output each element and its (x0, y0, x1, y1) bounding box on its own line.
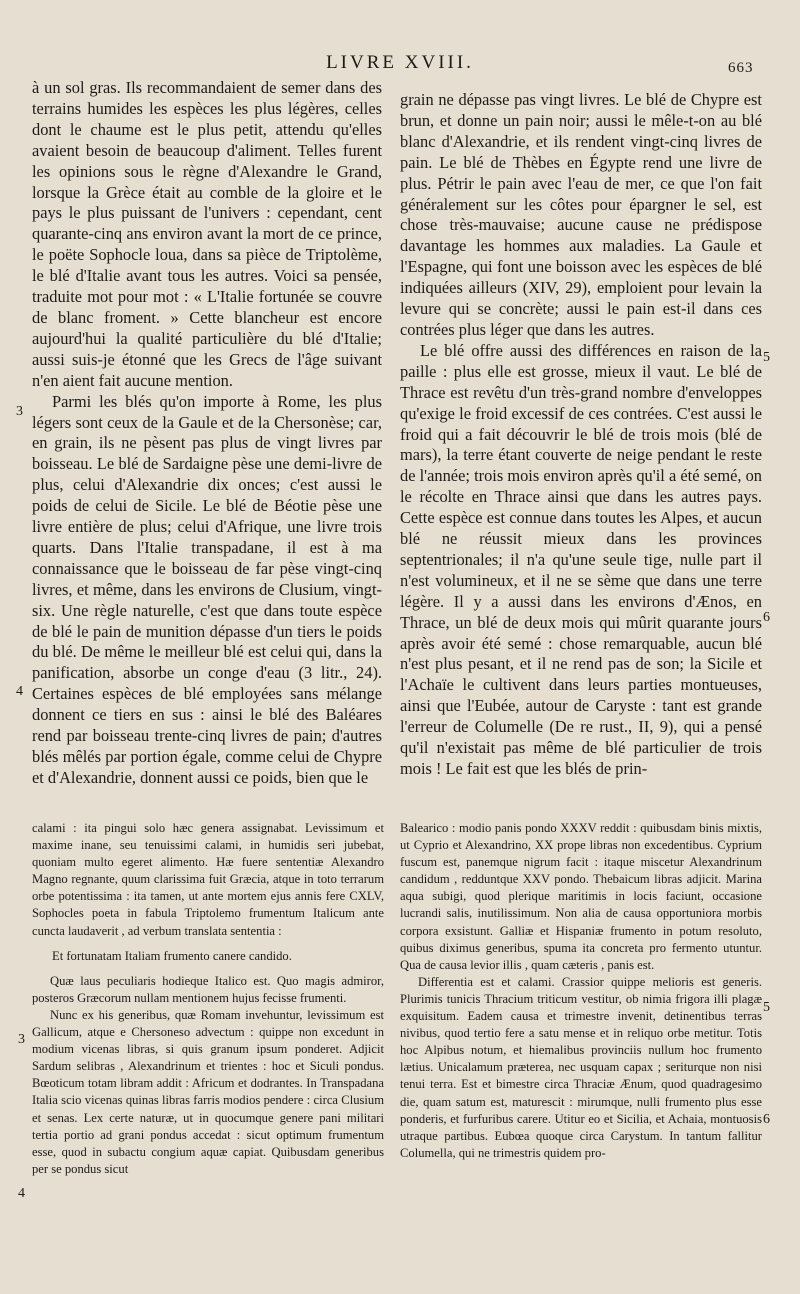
latin-paragraph: Quæ laus peculiaris hodieque Italico est. Quo magis admiror, posteros Græcorum nullam mentionem hujus fecisse frumenti. (32, 973, 384, 1005)
latin-paragraph: Differentia est et calami. Crassior quippe melioris est generis. Plurimis tunicis Thracium triticum vestitur, ob nimia frigora illi plagæ exquisitum. Eadem causa et trimestre invenit, detinentibus terras nivibus, quod tertio fere a satu mense et in reliquo orbe metitur. Totis hoc Alpibus notum, et hiemalibus provinciis nullum hoc frumento lætius. Unicalamum præterea, nec usquam capax ; seriturque non nisi tenui terra. Est et bimestre circa Thraciæ Ænum, quod quadragesimo die, quam satum est, maturescit : mirumque, nulli frumento plus esse ponderis, et furfuribus carere. Utitur eo et Sicilia, et Achaia, montuosis utraque partibus. Eubœa quoque circa Carystum. In tantum fallitur Columella, qui ne trimestris quidem pro- (400, 974, 762, 1160)
french-left-column (32, 78, 382, 789)
running-head: LIVRE XVIII. (326, 52, 474, 73)
latin-paragraph: Balearico : modio panis pondo XXXV reddit : quibusdam binis mixtis, ut Cyprio et Alexandrino, XX prope libras non excedentibus. Cyprium fuscum est, panemque nigrum facit : itaque miscetur Alexandrinum candidum , redduntque XXV pondo. Thebaicum libras adjicit. Marina aqua subigi, quod plerique maritimis in locis faciunt, occasione lucrandi salis, inutilissimum. Non alia de causa opportuniora morbis corpora exsistunt. Galliæ et Hispaniæ frumento in potum resoluto, quibus diximus generibus, spuma ita concreta pro fermento utuntur. Qua de causa levior illis , quam cæteris , panis est. (400, 821, 762, 972)
section-number: 4 (16, 684, 23, 699)
french-paragraph: Parmi les blés qu'on importe à Rome, les plus légers sont ceux de la Gaule et de la Chersonèse; car, en grain, ils ne pèsent pas plus de vingt livres par boisseau. Le blé de Sardaigne pèse une demi-livre de plus, celui d'Alexandrie dix onces; c'est aussi le poids de celui de Sicile. Le blé de Béotie pèse une livre entière de plus; celui d'Afrique, une livre trois quarts. Dans l'Italie transpadane, il est à ma connaissance que le boisseau de far pèse vingt-cinq livres, et même, dans les environs de Clusium, vingt-six. Une règle naturelle, c'est que dans toute espèce de blé le pain de munition dépasse d'un tiers le poids du blé. De même le meilleur blé est celui qui, dans la panification, absorbe un conge d'eau (3 litr., 24). Certaines espèces de blé employées sans mélange donnent ce tiers en sus : ainsi le blé des Baléares rend par boisseau trente-cinq livres de pain; d'autres blés mêlés par portion égale, comme celui de Chypre et d'Alexandrie, donnent aussi ce poids, bien que le (32, 391, 382, 787)
page-number: 663 (728, 60, 754, 76)
latin-paragraph: Nunc ex his generibus, quæ Romam invehuntur, levissimum est Gallicum, atque e Chersoneso advectum : quippe non excedunt in modium vicenas libras, si quis granum ipsum ponderet. Adjicit Sardum selibras , Alexandrinum et trientes : hoc et Siculi pondus. Bœoticum totam libram addit : Africum et dodrantes. In Transpadana Italia scio vicenas quinas libras farris modios pendere : circa Clusium et senas. Lex certe naturæ, ut in quocumque genere pani militari tertia portio ad grani pondus accedat : sicut optimum frumentum esse, quod in subactu congium aquæ capiat. Quibusdam generibus per se pondus sicut (32, 1007, 384, 1176)
section-number: 5 (763, 1000, 770, 1015)
french-paragraph: grain ne dépasse pas vingt livres. Le blé de Chypre est brun, et donne un pain noir; aussi le mêle-t-on au blé blanc d'Alexandrie, et ils rendent vingt-cinq livres de pain. Le blé de Thèbes en Égypte rend une livre de plus. Pétrir le pain avec l'eau de mer, ce que l'on fait généralement sur les côtes pour épargner le sel, est chose très-mauvaise; aucune cause ne prédispose davantage les hommes aux maladies. La Gaule et l'Espagne, qui font une boisson avec les espèces de blé indiquées ailleurs (XIV, 29), emploient pour levain la levure qui se concrète; aussi le pain est-il dans ces contrées plus léger que dans les autres. (400, 90, 762, 339)
section-number: 3 (16, 404, 23, 419)
section-number: 5 (763, 350, 770, 365)
section-number: 4 (18, 1186, 25, 1201)
latin-left-column (32, 820, 384, 1178)
french-paragraph: à un sol gras. Ils recommandaient de semer dans des terrains humides les espèces les plus légères, celles dont le chaume est le plus petit, attendu qu'elles avaient besoin de beaucoup d'aliment. Telles furent les opinions sous le règne d'Alexandre le Grand, lorsque la Grèce était au comble de la gloire et le pays le plus puissant de l'univers : cependant, cent quarante-cinq ans environ avant la mort de ce prince, le poëte Sophocle loua, dans sa pièce de Triptolème, le blé d'Italie avant tous les autres. Voici sa pensée, traduite mot pour mot : « L'Italie fortunée se couvre de blanc froment. » Cette blancheur est encore aujourd'hui la qualité particulière du blé d'Italie; aussi suis-je étonné que les Grecs de l'âge suivant n'en aient fait aucune mention. (32, 78, 382, 390)
latin-verse: Et fortunatam Italiam frumento canere candido. (52, 948, 292, 963)
section-number: 3 (18, 1032, 25, 1047)
section-number: 6 (763, 610, 770, 625)
section-number: 6 (763, 1112, 770, 1127)
latin-right-column (400, 820, 762, 1162)
latin-paragraph: calami : ita pingui solo hæc genera assignabat. Levissimum et maxime inane, seu tenuissimi calami, in humidis seri jubebat, quoniam multo egeret alimento. Hæ fuere sententiæ Alexandro Magno regnante, quum clarissima fuit Græcia, atque in toto terrarum orbe potentissima : ita tamen, ut ante mortem ejus annis fere CXLV, Sophocles poeta in fabula Triptolemo frumentum Italicum ante cuncta laudaverit , ad verbum translata sententia : (32, 821, 384, 938)
french-right-column (400, 90, 762, 780)
french-paragraph: Le blé offre aussi des différences en raison de la paille : plus elle est grosse, mieux il vaut. Le blé de Thrace est revêtu d'un très-grand nombre d'enveloppes qu'exige le froid excessif de ces contrées. C'est aussi le froid qui a fait découvrir le blé de trois mois (blé de mars), la terre étant couverte de neige pendant le reste de l'année; trois mois environ après qu'il a été semé, on le récolte en Thrace ainsi que dans les autres pays. Cette espèce est connue dans toutes les Alpes, et aucun blé ne réussit mieux dans les provinces septentrionales; il n'a qu'une seule tige, nulle part il n'est volumineux, et il ne se sème que dans une terre légère. Il y a aussi dans les environs d'Ænos, en Thrace, un blé de deux mois qui mûrit quarante jours après avoir été semé : chose remarquable, aucun blé n'est plus pesant, et il ne rend pas de son; la Sicile et l'Achaïe le cultivent dans leurs parties montueuses, ainsi que l'Eubée, autour de Caryste : tant est grande l'erreur de Columelle (De re rust., II, 9), qui a pensé qu'il n'existait pas même de blé particulier de trois mois ! Le fait est que les blés de prin- (400, 340, 762, 778)
